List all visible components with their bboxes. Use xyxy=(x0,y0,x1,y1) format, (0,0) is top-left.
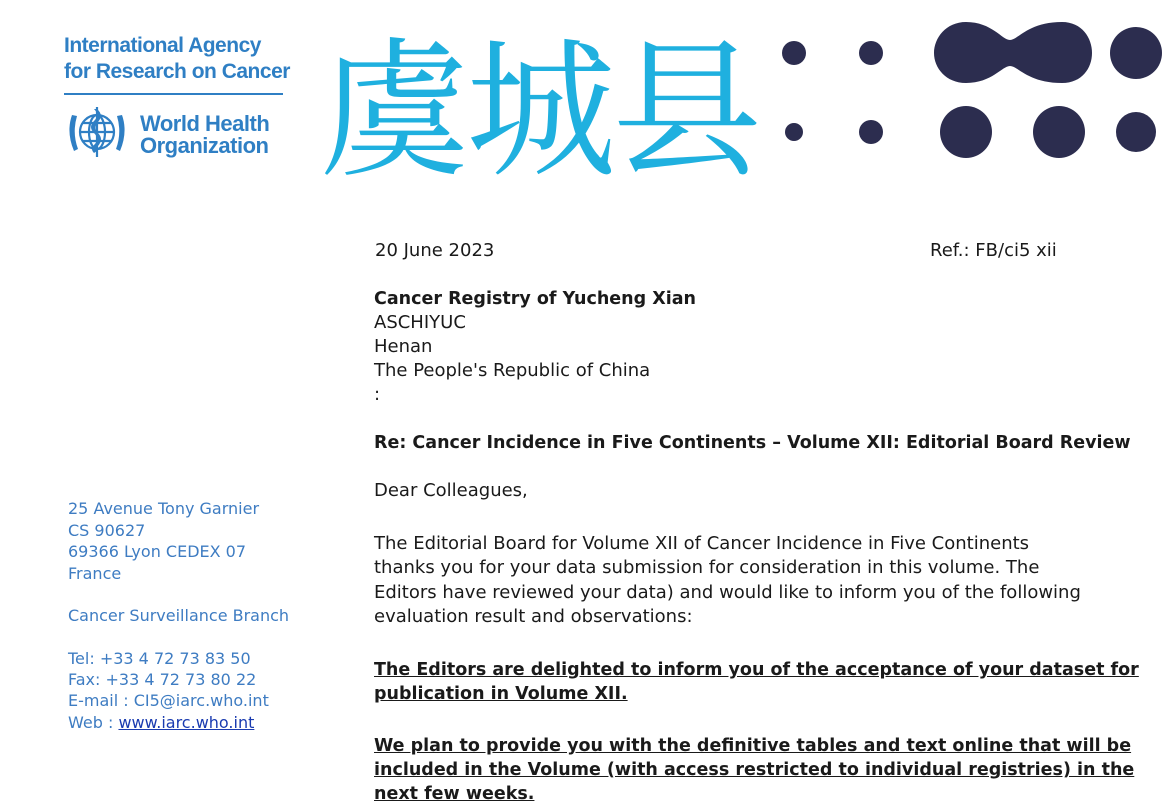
sidebar-address-line: France xyxy=(68,564,122,583)
plan-line: We plan to provide you with the definitive tables and text online that will be xyxy=(374,736,1132,756)
who-emblem-icon xyxy=(62,103,132,161)
letter-subject: Re: Cancer Incidence in Five Continents – Volume XII: Editorial Board Review xyxy=(374,433,1131,453)
county-title: 虞城县 xyxy=(320,25,759,199)
acceptance-line: The Editors are delighted to inform you of the acceptance of your dataset for xyxy=(374,660,1139,680)
iarc-name-line1: International Agency xyxy=(64,34,261,57)
paragraph-line: evaluation result and observations: xyxy=(374,606,693,627)
sidebar-address-line: 25 Avenue Tony Garnier xyxy=(68,499,260,518)
plan-line: included in the Volume (with access restricted to individual registries) in the xyxy=(374,760,1135,780)
sidebar-email: E-mail : CI5@iarc.who.int xyxy=(68,691,269,710)
paragraph-line: The Editorial Board for Volume XII of Cancer Incidence in Five Continents xyxy=(374,533,1030,554)
decorative-dots-graphic xyxy=(770,12,1170,172)
letter-date: 20 June 2023 xyxy=(375,240,495,261)
who-name-line2: Organization xyxy=(140,133,269,158)
acceptance-line: publication in Volume XII. xyxy=(374,684,628,704)
recipient-line: ASCHIYUC xyxy=(374,312,466,333)
sidebar-fax: Fax: +33 4 72 73 80 22 xyxy=(68,670,257,689)
paragraph-line: Editors have reviewed your data) and would like to inform you of the following xyxy=(374,582,1081,603)
paragraph-line: thanks you for your data submission for consideration in this volume. The xyxy=(374,557,1040,578)
sidebar-web xyxy=(68,712,254,734)
letter-reference: Ref.: FB/ci5 xii xyxy=(930,240,1057,261)
sidebar-web-label: Web : xyxy=(68,713,119,732)
who-name-line1: World Health xyxy=(140,111,270,136)
recipient-line: Henan xyxy=(374,336,433,357)
recipient-name: Cancer Registry of Yucheng Xian xyxy=(374,289,696,309)
sidebar-branch: Cancer Surveillance Branch xyxy=(68,606,290,625)
recipient-line: : xyxy=(374,384,381,405)
iarc-name-line2: for Research on Cancer xyxy=(64,60,290,83)
recipient-line: The People's Republic of China xyxy=(374,360,651,381)
letter-salutation: Dear Colleagues, xyxy=(374,480,528,501)
plan-line: next few weeks. xyxy=(374,784,535,804)
sidebar-tel: Tel: +33 4 72 73 83 50 xyxy=(68,649,251,668)
website-link[interactable]: www.iarc.who.int xyxy=(118,713,255,732)
sidebar-address-line: 69366 Lyon CEDEX 07 xyxy=(68,542,247,561)
sidebar-address-line: CS 90627 xyxy=(68,521,146,540)
logo-divider xyxy=(64,93,283,95)
